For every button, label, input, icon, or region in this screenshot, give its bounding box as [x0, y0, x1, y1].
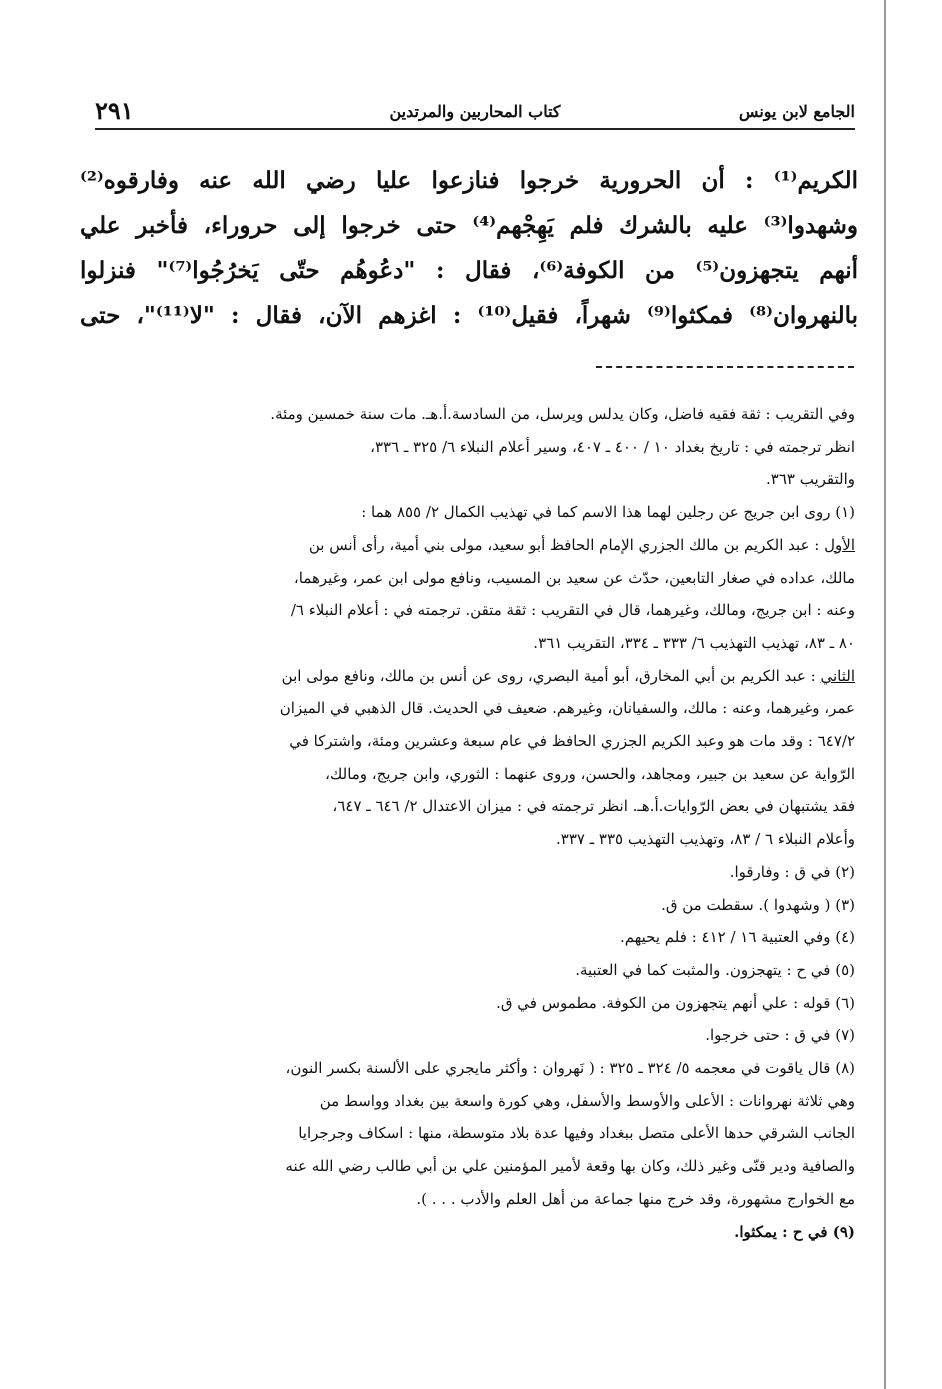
footnote-6: (٦) قوله : علي أنهم يتجهزون من الكوفة. مطموس في ق. [496, 993, 855, 1012]
header-rule [95, 128, 855, 130]
footnote-separator [596, 366, 854, 368]
footnote-line: وعنه : ابن جريج، ومالك، وغيرهما، قال في التقريب : ثقة متقن. ترجمته في : أعلام النبلاء ٦/ [290, 601, 855, 620]
running-title-chapter: كتاب المحاربين والمرتدين [389, 102, 561, 121]
footnote-1-second-text: : عبد الكريم بن أبي المخارق، أبو أمية البصري، روى عن أنس بن مالك، ونافع مولى ابن [281, 666, 821, 685]
footnote-8-line: مع الخوارج مشهورة، وقد خرج منها جماعة من أهل العلم والأدب . . . ). [416, 1189, 855, 1208]
footnote-7: (٧) في ق : حتى خرجوا. [705, 1026, 855, 1045]
footnote-1-intro: (١) روى ابن جريج عن رجلين لهما هذا الاسم كما في تهذيب الكمال ٢/ ٨٥٥ هما : [361, 503, 855, 522]
main-line: أنهم يتجهزون⁽⁵⁾ من الكوفة⁽⁶⁾، فقال : "دعُوهُم حتّى يَخرُجُوا⁽⁷⁾" فنزلوا [80, 257, 858, 284]
footnote-3: (٣) ( وشهدوا ). سقطت من ق. [661, 895, 855, 914]
running-title-book: الجامع لابن يونس [738, 102, 855, 121]
footnote-4: (٤) وفي العتبية ١٦ / ٤١٢ : فلم يحيهم. [619, 928, 855, 947]
footnote-continuation-line: وفي التقريب : ثقة فقيه فاضل، وكان يدلس ويرسل، من السادسة.أ.هـ. مات سنة خمسين ومئة. [270, 405, 855, 423]
footnote-1-second-label: الثاني [820, 666, 855, 685]
main-line: الكريم⁽¹⁾ : أن الحرورية خرجوا فنازعوا عليا رضي الله عنه وفارقوه⁽²⁾ [80, 167, 858, 194]
footnote-line: ٦٤٧/٢ : وقد مات هو وعبد الكريم الجزري الحافظ في عام سبعة وعشرين ومئة، واشتركا في [289, 732, 855, 751]
footnote-line: وأعلام النبلاء ٦ / ٨٣، وتهذيب التهذيب ٣٣٥ ـ ٣٣٧. [556, 830, 855, 849]
footnote-line: عمر، وغيرهما، وعنه : مالك، والسفيانان، وغيرهم. ضعيف في الحديث. قال الذهبي في الميزان [279, 699, 855, 718]
footnote-line: فقد يشتبهان في بعض الرّوايات.أ.هـ. انظر ترجمته في : ميزان الاعتدال ٢/ ٦٤٦ ـ ٦٤٧، [332, 797, 855, 816]
footnote-1-first-line [80, 529, 855, 562]
footnote-2: (٢) في ق : وفارقوا. [729, 862, 855, 881]
footnotes-block [80, 398, 855, 1248]
main-text-block [80, 158, 858, 338]
footnote-continuation-line: والتقريب ٣٦٣. [766, 470, 855, 489]
page-edge-line [884, 0, 886, 1389]
footnote-1-first-text: : عبد الكريم بن مالك الجزري الإمام الحافظ أبو سعيد، مولى بني أمية، رأى أنس بن [308, 535, 825, 554]
running-header [95, 96, 855, 126]
footnote-8-line: وهي ثلاثة نهروانات : الأعلى والأوسط والأسفل، وهي كورة واسعة بين بغداد وواسط من [319, 1091, 855, 1110]
footnote-8-line: الجانب الشرقي حدها الأعلى متصل ببغداد وفيها عدة بلاد متوسطة، منها : اسكاف وجرجرايا [298, 1124, 855, 1143]
main-line: وشهدوا⁽³⁾ عليه بالشرك فلم يَهِجْهم⁽⁴⁾ حتى خرجوا إلى حروراء، فأخبر علي [80, 212, 858, 239]
footnote-continuation-line: انظر ترجمته في : تاريخ بغداد ١٠ / ٤٠٠ ـ ٤٠٧، وسير أعلام النبلاء ٦/ ٣٢٥ ـ ٣٣٦، [370, 437, 855, 456]
footnote-8-line: والصافية ودير قنّى وغير ذلك، وكان بها وقعة لأمير المؤمنين علي بن أبي طالب رضي الله عنه [285, 1157, 855, 1176]
footnote-9: (٩) في ح : يمكثوا. [734, 1222, 855, 1241]
footnote-line: مالك، عداده في صغار التابعين، حدّث عن سعيد بن المسيب، ونافع مولى ابن عمر، وغيرهما، [293, 568, 855, 587]
footnote-1-second-line [80, 660, 855, 693]
footnote-1-first-label: الأول [824, 535, 855, 554]
main-line: بالنهروان⁽⁸⁾ فمكثوا⁽⁹⁾ شهراً، فقيل⁽¹⁰⁾ : اغزهم الآن، فقال : "لا⁽¹¹⁾"، حتى [80, 302, 858, 329]
footnote-8-line: (٨) قال ياقوت في معجمه ٥/ ٣٢٤ ـ ٣٢٥ : ( نَهروان : وأكثر مايجري على الألسنة بكسر النون، [285, 1059, 855, 1078]
footnote-line: الرّواية عن سعيد بن جبير، ومجاهد، والحسن، وروى عنهما : الثوري، وابن جريج، ومالك، [325, 764, 855, 783]
footnote-line: ٨٠ ـ ٨٣، تهذيب التهذيب ٦/ ٣٣٣ ـ ٣٣٤، التقريب ٣٦١. [533, 633, 855, 652]
footnote-5: (٥) في ح : يتهجزون. والمثبت كما في العتبية. [575, 960, 855, 979]
page-number: ٢٩١ [95, 96, 134, 125]
